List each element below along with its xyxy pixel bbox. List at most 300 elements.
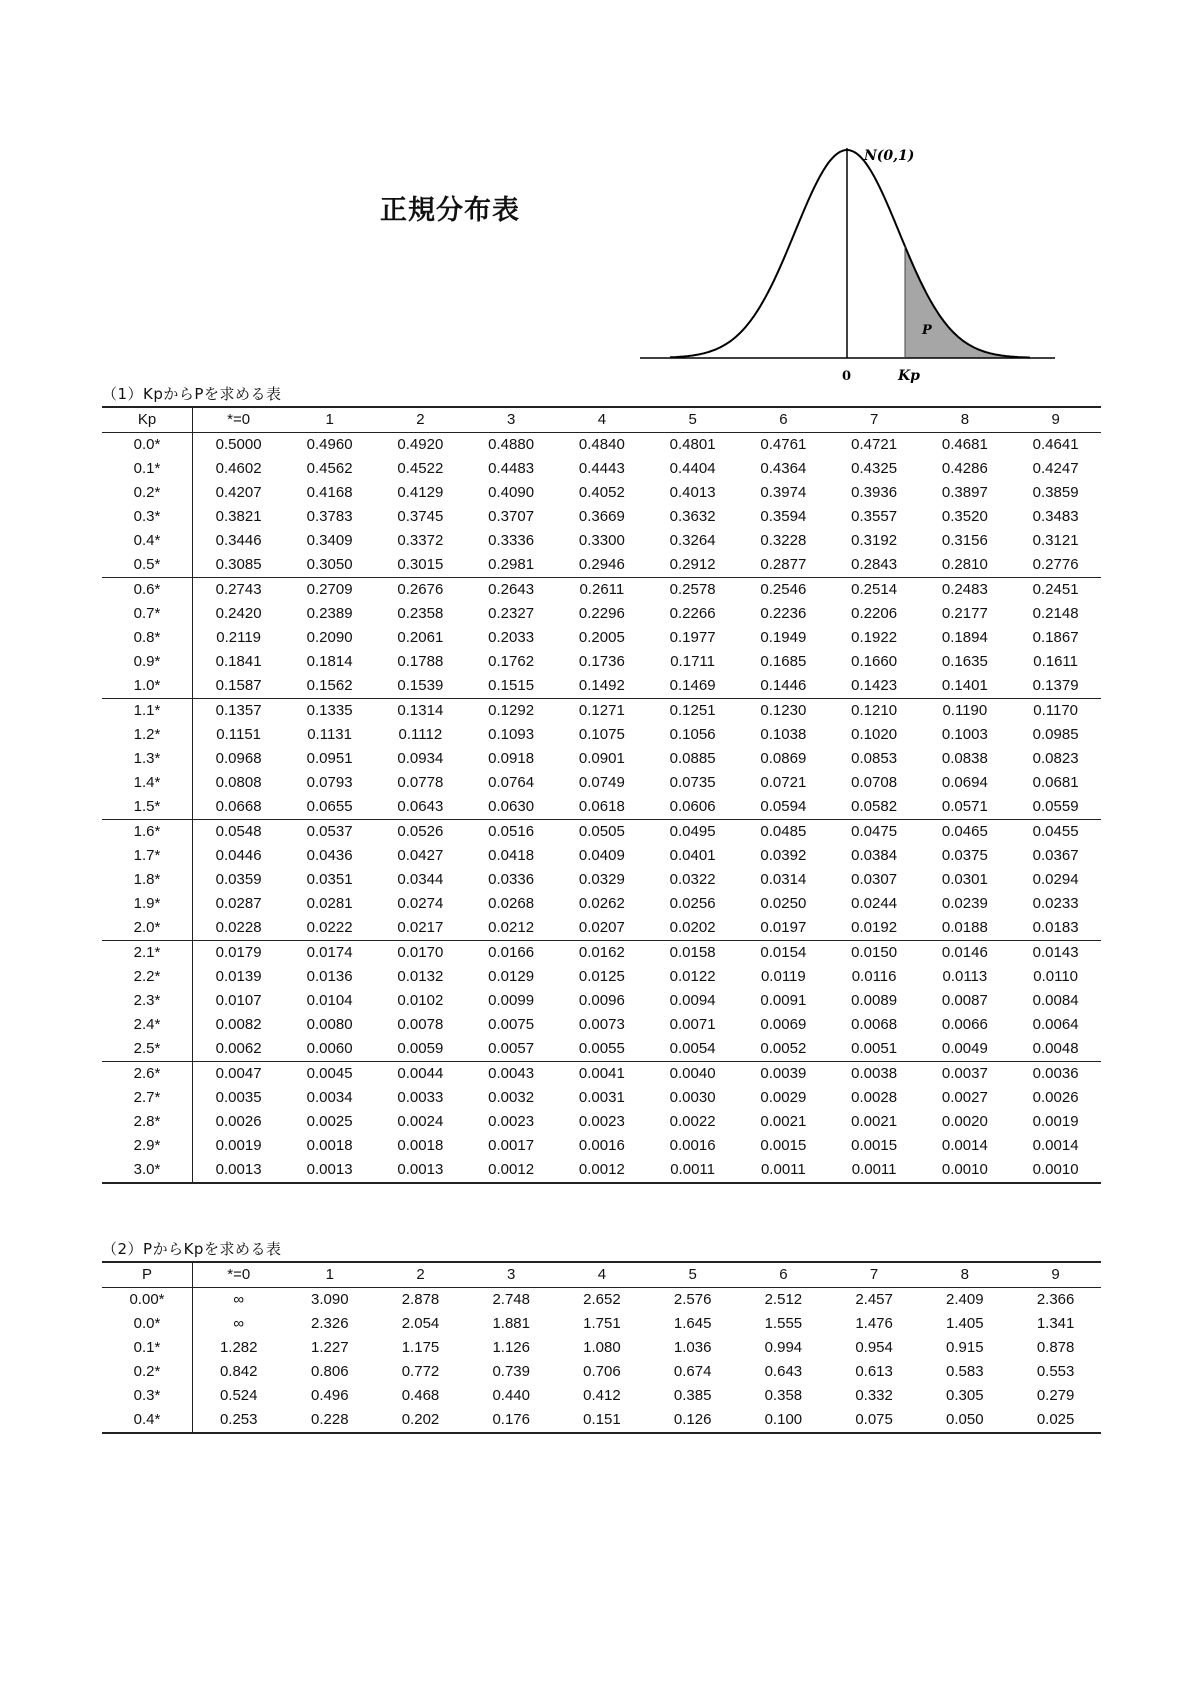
value-cell: 0.253 [193, 1408, 285, 1433]
value-cell: 0.0233 [1032, 895, 1079, 912]
value-cell: 0.3085 [215, 556, 262, 573]
header-cell: 4 [557, 1262, 648, 1288]
value-cell: 2.409 [946, 1291, 984, 1308]
value-cell: 0.4681 [941, 436, 988, 453]
value-cell: 0.1587 [215, 677, 262, 694]
value-cell: 0.4364 [760, 460, 807, 477]
header-cell: 8 [919, 1262, 1010, 1288]
row-label-cell: 1.6* [102, 820, 193, 845]
distribution-label: N(0,1) [864, 148, 915, 164]
value-cell: 0.0336 [488, 871, 535, 888]
value-cell: 0.1131 [307, 726, 352, 743]
value-cell: 0.1190 [919, 699, 1010, 724]
value-cell: 0.412 [583, 1387, 621, 1404]
value-cell: 0.0367 [1032, 847, 1079, 864]
value-cell: 2.366 [1036, 1291, 1075, 1308]
value-cell: 0.0113 [942, 968, 988, 985]
table-row [102, 1158, 1101, 1183]
value-cell: 0.0021 [760, 1113, 807, 1130]
value-cell: 0.0268 [488, 895, 535, 912]
table-row [102, 844, 1101, 868]
value-cell: 0.0526 [375, 820, 466, 845]
value-cell: 0.0041 [556, 1062, 647, 1087]
value-cell: 0.0051 [851, 1040, 898, 1057]
value-cell: 0.0010 [1010, 1158, 1101, 1183]
value-cell: 0.0119 [760, 968, 806, 985]
value-cell: 0.0853 [851, 750, 898, 767]
value-cell: 0.1357 [193, 699, 285, 724]
value-cell: 0.1075 [578, 726, 625, 743]
value-cell: 0.3821 [215, 508, 262, 525]
value-cell: 0.3520 [941, 508, 988, 525]
value-cell: 0.0018 [397, 1137, 444, 1154]
table-row [102, 965, 1101, 989]
table-row [102, 892, 1101, 916]
table-row [102, 1384, 1101, 1408]
value-cell: 0.0064 [1032, 1016, 1079, 1033]
value-cell: 2.326 [311, 1315, 349, 1332]
header-cell: 1 [284, 1262, 375, 1288]
area-label: P [922, 323, 932, 338]
value-cell: 0.2643 [466, 578, 557, 603]
value-cell: 0.0021 [851, 1113, 898, 1130]
value-cell: 0.0068 [851, 1016, 898, 1033]
value-cell: 0.0655 [306, 798, 353, 815]
value-cell: 0.0071 [669, 1016, 716, 1033]
row-label-cell: 0.2* [102, 1360, 193, 1384]
value-cell: 0.1335 [284, 699, 375, 724]
value-cell: 0.0014 [941, 1137, 988, 1154]
value-cell: 2.576 [673, 1291, 712, 1308]
value-cell: 0.0281 [306, 895, 353, 912]
value-cell: 1.282 [219, 1339, 258, 1356]
value-cell: 0.0012 [556, 1158, 647, 1183]
value-cell: 0.0681 [1032, 774, 1079, 791]
value-cell: 0.0078 [397, 1016, 444, 1033]
table-row [102, 820, 1101, 845]
value-cell: 0.0110 [1033, 968, 1078, 985]
table-row [102, 1110, 1101, 1134]
value-cell: 0.176 [466, 1408, 557, 1433]
value-cell: 0.4247 [1032, 460, 1079, 477]
table-row [102, 1013, 1101, 1037]
value-cell: 0.3632 [669, 508, 716, 525]
value-cell: 0.0020 [941, 1113, 988, 1130]
header-cell-row-label: Kp [102, 407, 193, 433]
value-cell: 0.0618 [578, 798, 625, 815]
value-cell: 0.1685 [760, 653, 807, 670]
value-cell: 0.2451 [1010, 578, 1101, 603]
value-cell: 1.126 [492, 1339, 530, 1356]
table-row [102, 578, 1101, 603]
value-cell: 0.0132 [397, 968, 444, 985]
value-cell: 0.0011 [647, 1158, 738, 1183]
value-cell: 0.915 [946, 1339, 984, 1356]
value-cell: 0.0015 [760, 1137, 807, 1154]
value-cell: 0.842 [219, 1363, 258, 1380]
value-cell: 1.227 [311, 1339, 349, 1356]
value-cell: 0.1271 [556, 699, 647, 724]
row-label-cell: 3.0* [102, 1158, 193, 1183]
value-cell: 0.1292 [466, 699, 557, 724]
value-cell: 0.1660 [851, 653, 898, 670]
header-cell: 9 [1010, 1262, 1101, 1288]
value-cell: 0.4052 [578, 484, 625, 501]
value-cell: 0.0197 [760, 919, 807, 936]
value-cell: 0.0643 [397, 798, 444, 815]
value-cell: 0.0951 [306, 750, 353, 767]
value-cell: 1.080 [583, 1339, 621, 1356]
value-cell: 0.3897 [941, 484, 988, 501]
value-cell: 0.2236 [760, 605, 807, 622]
value-cell: 0.0222 [306, 919, 353, 936]
table-row [102, 1037, 1101, 1062]
row-label-cell: 2.2* [102, 965, 193, 989]
value-cell: 0.0537 [284, 820, 375, 845]
value-cell: 0.0019 [1032, 1113, 1079, 1130]
table-row [102, 529, 1101, 553]
normal-distribution-figure [630, 140, 1070, 390]
value-cell: 0.0022 [669, 1113, 716, 1130]
value-cell: 0.0146 [919, 941, 1010, 966]
value-cell: 0.772 [401, 1363, 440, 1380]
value-cell: 0.4602 [215, 460, 262, 477]
table2-caption: （2）PからKpを求める表 [102, 1240, 282, 1258]
value-cell: 0.674 [673, 1363, 712, 1380]
value-cell: 0.0485 [738, 820, 829, 845]
value-cell: 0.0027 [941, 1089, 988, 1106]
value-cell: 0.0060 [306, 1040, 353, 1057]
value-cell: 0.0192 [851, 919, 898, 936]
value-cell: 2.457 [855, 1291, 893, 1308]
value-cell: 0.4129 [397, 484, 444, 501]
value-cell: 0.0516 [466, 820, 557, 845]
value-cell: 0.0032 [488, 1089, 535, 1106]
value-cell: 0.0287 [215, 895, 262, 912]
value-cell: 0.075 [829, 1408, 920, 1433]
value-cell: 0.3446 [215, 532, 262, 549]
value-cell: 0.0018 [306, 1137, 353, 1154]
value-cell: 0.0418 [488, 847, 535, 864]
value-cell: 0.0026 [215, 1113, 262, 1130]
value-cell: 0.0019 [215, 1137, 262, 1154]
value-cell: 0.0031 [578, 1089, 625, 1106]
value-cell: 0.0116 [851, 968, 897, 985]
header-cell: 3 [466, 407, 557, 433]
row-label-cell: 0.1* [102, 457, 193, 481]
value-cell: 0.0244 [851, 895, 898, 912]
value-cell: 0.4840 [578, 436, 625, 453]
value-cell: 0.0475 [829, 820, 920, 845]
value-cell: 0.0594 [760, 798, 807, 815]
value-cell: 0.0023 [488, 1113, 535, 1130]
value-cell: 0.1539 [397, 677, 444, 694]
value-cell: 0.0048 [1032, 1040, 1079, 1057]
value-cell: 0.0968 [215, 750, 262, 767]
value-cell: 0.3228 [760, 532, 807, 549]
kp-to-p-table [102, 406, 1101, 1184]
value-cell: 0.0329 [578, 871, 625, 888]
row-label-cell: 0.9* [102, 650, 193, 674]
value-cell: 0.3783 [306, 508, 353, 525]
value-cell: 0.0183 [1032, 919, 1079, 936]
value-cell: 0.1949 [760, 629, 807, 646]
table-row [102, 602, 1101, 626]
row-label-cell: 0.4* [102, 529, 193, 553]
value-cell: 0.0025 [306, 1113, 353, 1130]
table-row [102, 1336, 1101, 1360]
value-cell: 0.0294 [1032, 871, 1079, 888]
value-cell: 0.1977 [669, 629, 716, 646]
value-cell: 0.0446 [215, 847, 262, 864]
value-cell: 0.0104 [306, 992, 353, 1009]
value-cell: 0.0212 [488, 919, 535, 936]
page-title: 正規分布表 [380, 195, 520, 226]
value-cell: 0.0162 [556, 941, 647, 966]
value-cell: 1.341 [1036, 1315, 1075, 1332]
table-row [102, 795, 1101, 820]
value-cell: 0.4641 [1032, 436, 1079, 453]
value-cell: 0.0174 [284, 941, 375, 966]
row-label-cell: 0.4* [102, 1408, 193, 1433]
value-cell: 0.0096 [578, 992, 625, 1009]
value-cell: 0.1314 [375, 699, 466, 724]
value-cell: 0.583 [946, 1363, 984, 1380]
value-cell: 0.0314 [760, 871, 807, 888]
value-cell: 0.1401 [941, 677, 988, 694]
value-cell: 0.0143 [1010, 941, 1101, 966]
value-cell: 0.0262 [578, 895, 625, 912]
header-cell: *=0 [193, 1262, 285, 1288]
value-cell: 0.0708 [851, 774, 898, 791]
value-cell: 0.0036 [1010, 1062, 1101, 1087]
value-cell: 0.3483 [1032, 508, 1079, 525]
value-cell: 0.4721 [851, 436, 898, 453]
value-cell: 0.0869 [760, 750, 807, 767]
value-cell: 0.496 [311, 1387, 349, 1404]
value-cell: 0.0694 [941, 774, 988, 791]
value-cell: 0.4880 [488, 436, 535, 453]
value-cell: 0.0055 [578, 1040, 625, 1057]
value-cell: 1.881 [492, 1315, 530, 1332]
value-cell: 0.806 [311, 1363, 349, 1380]
table-row [102, 723, 1101, 747]
value-cell: 0.3372 [397, 532, 444, 549]
value-cell: 1.751 [583, 1315, 621, 1332]
value-cell: 0.0808 [215, 774, 262, 791]
table-row [102, 505, 1101, 529]
value-cell: 0.0017 [488, 1137, 535, 1154]
value-cell: 0.0075 [488, 1016, 535, 1033]
table-row [102, 1360, 1101, 1384]
value-cell: 0.0505 [556, 820, 647, 845]
value-cell: 0.0014 [1032, 1137, 1079, 1154]
value-cell: 0.2266 [669, 605, 716, 622]
value-cell: 0.2033 [488, 629, 535, 646]
value-cell: 0.1093 [488, 726, 535, 743]
value-cell: 0.2005 [578, 629, 625, 646]
value-cell: 0.2206 [851, 605, 898, 622]
value-cell: 0.151 [557, 1408, 648, 1433]
value-cell: 0.0548 [193, 820, 285, 845]
value-cell: 0.0749 [578, 774, 625, 791]
row-label-cell: 2.4* [102, 1013, 193, 1037]
value-cell: 2.878 [401, 1291, 440, 1308]
value-cell: 0.0011 [829, 1158, 920, 1183]
value-cell: 1.645 [673, 1315, 712, 1332]
value-cell: 0.4522 [397, 460, 444, 477]
value-cell: 0.1446 [760, 677, 807, 694]
value-cell: 0.2420 [215, 605, 262, 622]
row-label-cell: 1.5* [102, 795, 193, 820]
table-row [102, 481, 1101, 505]
value-cell: 2.748 [492, 1291, 530, 1308]
table-row [102, 941, 1101, 966]
value-cell: 0.0158 [647, 941, 738, 966]
value-cell: 0.126 [647, 1408, 738, 1433]
table-row [102, 650, 1101, 674]
row-label-cell: 2.6* [102, 1062, 193, 1087]
value-cell: 0.0030 [669, 1089, 716, 1106]
value-cell: 0.1379 [1032, 677, 1079, 694]
value-cell: 0.468 [401, 1387, 440, 1404]
value-cell: 0.878 [1036, 1339, 1075, 1356]
value-cell: 0.0026 [1032, 1089, 1079, 1106]
value-cell: 0.706 [583, 1363, 621, 1380]
table1-caption: （1）KpからPを求める表 [102, 385, 282, 403]
value-cell: 0.1788 [397, 653, 444, 670]
value-cell: 0.0179 [193, 941, 285, 966]
row-label-cell: 1.9* [102, 892, 193, 916]
value-cell: 0.0401 [669, 847, 716, 864]
value-cell: 0.2090 [306, 629, 353, 646]
table-row [102, 433, 1101, 458]
value-cell: 0.1841 [215, 653, 262, 670]
value-cell: 0.385 [673, 1387, 712, 1404]
row-label-cell: 1.1* [102, 699, 193, 724]
value-cell: 0.0122 [669, 968, 716, 985]
value-cell: 0.0793 [306, 774, 353, 791]
value-cell: 0.2327 [488, 605, 535, 622]
value-cell: 0.0559 [1032, 798, 1079, 815]
header-cell: 7 [829, 1262, 920, 1288]
table-row [102, 916, 1101, 941]
value-cell: 0.3050 [306, 556, 353, 573]
value-cell: 0.0436 [306, 847, 353, 864]
bell-curve [670, 150, 1030, 358]
table-row [102, 1062, 1101, 1087]
value-cell: 0.0102 [397, 992, 444, 1009]
value-cell: 0.553 [1036, 1363, 1075, 1380]
row-label-cell: 2.8* [102, 1110, 193, 1134]
table-row [102, 699, 1101, 724]
value-cell: 0.4090 [488, 484, 535, 501]
value-cell: 0.0465 [919, 820, 1010, 845]
table-header-row [102, 1262, 1101, 1288]
value-cell: 0.4562 [306, 460, 353, 477]
row-label-cell: 2.1* [102, 941, 193, 966]
value-cell: 0.228 [284, 1408, 375, 1433]
value-cell: 2.512 [764, 1291, 803, 1308]
value-cell: 0.1635 [941, 653, 988, 670]
value-cell: 0.0985 [1032, 726, 1079, 743]
value-cell: 0.0069 [760, 1016, 807, 1033]
row-label-cell: 1.4* [102, 771, 193, 795]
value-cell: 0.2709 [284, 578, 375, 603]
value-cell: 0.0049 [941, 1040, 988, 1057]
value-cell: 3.090 [311, 1291, 349, 1308]
value-cell: 0.0040 [647, 1062, 738, 1087]
value-cell: 0.0351 [306, 871, 353, 888]
value-cell: 0.3859 [1032, 484, 1079, 501]
value-cell: 0.0307 [851, 871, 898, 888]
value-cell: 0.3121 [1032, 532, 1079, 549]
value-cell: 0.0015 [851, 1137, 898, 1154]
value-cell: 0.1230 [738, 699, 829, 724]
value-cell: 0.3336 [488, 532, 535, 549]
value-cell: 0.100 [738, 1408, 829, 1433]
value-cell: ∞ [233, 1291, 245, 1308]
value-cell: 0.0035 [215, 1089, 262, 1106]
value-cell: 0.0084 [1032, 992, 1079, 1009]
value-cell: 0.5000 [215, 436, 262, 453]
value-cell: 0.1492 [578, 677, 625, 694]
value-cell: 0.2877 [760, 556, 807, 573]
row-label-cell: 0.0* [102, 433, 193, 458]
value-cell: 0.3015 [397, 556, 444, 573]
value-cell: 0.4483 [488, 460, 535, 477]
value-cell: 0.0359 [215, 871, 262, 888]
value-cell: 0.1210 [829, 699, 920, 724]
value-cell: 0.2119 [216, 629, 261, 646]
value-cell: 0.0034 [306, 1089, 353, 1106]
value-cell: 0.4443 [578, 460, 625, 477]
value-cell: 0.1423 [851, 677, 898, 694]
table-row [102, 457, 1101, 481]
value-cell: 0.3192 [851, 532, 898, 549]
value-cell: 0.4013 [669, 484, 716, 501]
value-cell: 0.3156 [941, 532, 988, 549]
value-cell: 0.0495 [647, 820, 738, 845]
value-cell: 0.3669 [578, 508, 625, 525]
value-cell: 0.0239 [941, 895, 988, 912]
value-cell: 0.2611 [556, 578, 647, 603]
value-cell: 0.0038 [829, 1062, 920, 1087]
value-cell: 1.405 [946, 1315, 984, 1332]
value-cell: 0.0091 [760, 992, 807, 1009]
value-cell: 0.0099 [488, 992, 535, 1009]
value-cell: 0.2514 [829, 578, 920, 603]
value-cell: 0.0250 [760, 895, 807, 912]
value-cell: 0.0054 [669, 1040, 716, 1057]
value-cell: 0.0375 [941, 847, 988, 864]
value-cell: 0.0066 [941, 1016, 988, 1033]
table-row [102, 1134, 1101, 1158]
value-cell: 0.0087 [941, 992, 988, 1009]
value-cell: 0.2546 [738, 578, 829, 603]
value-cell: 0.1151 [216, 726, 261, 743]
value-cell: 0.0778 [397, 774, 444, 791]
value-cell: 0.0047 [193, 1062, 285, 1087]
value-cell: 0.643 [764, 1363, 803, 1380]
origin-label: 0 [842, 369, 852, 384]
value-cell: 0.1736 [578, 653, 625, 670]
row-label-cell: 0.0* [102, 1312, 193, 1336]
kp-label: Kp [898, 368, 920, 384]
value-cell: 0.0582 [851, 798, 898, 815]
value-cell: 0.0885 [669, 750, 716, 767]
value-cell: 0.0606 [669, 798, 716, 815]
